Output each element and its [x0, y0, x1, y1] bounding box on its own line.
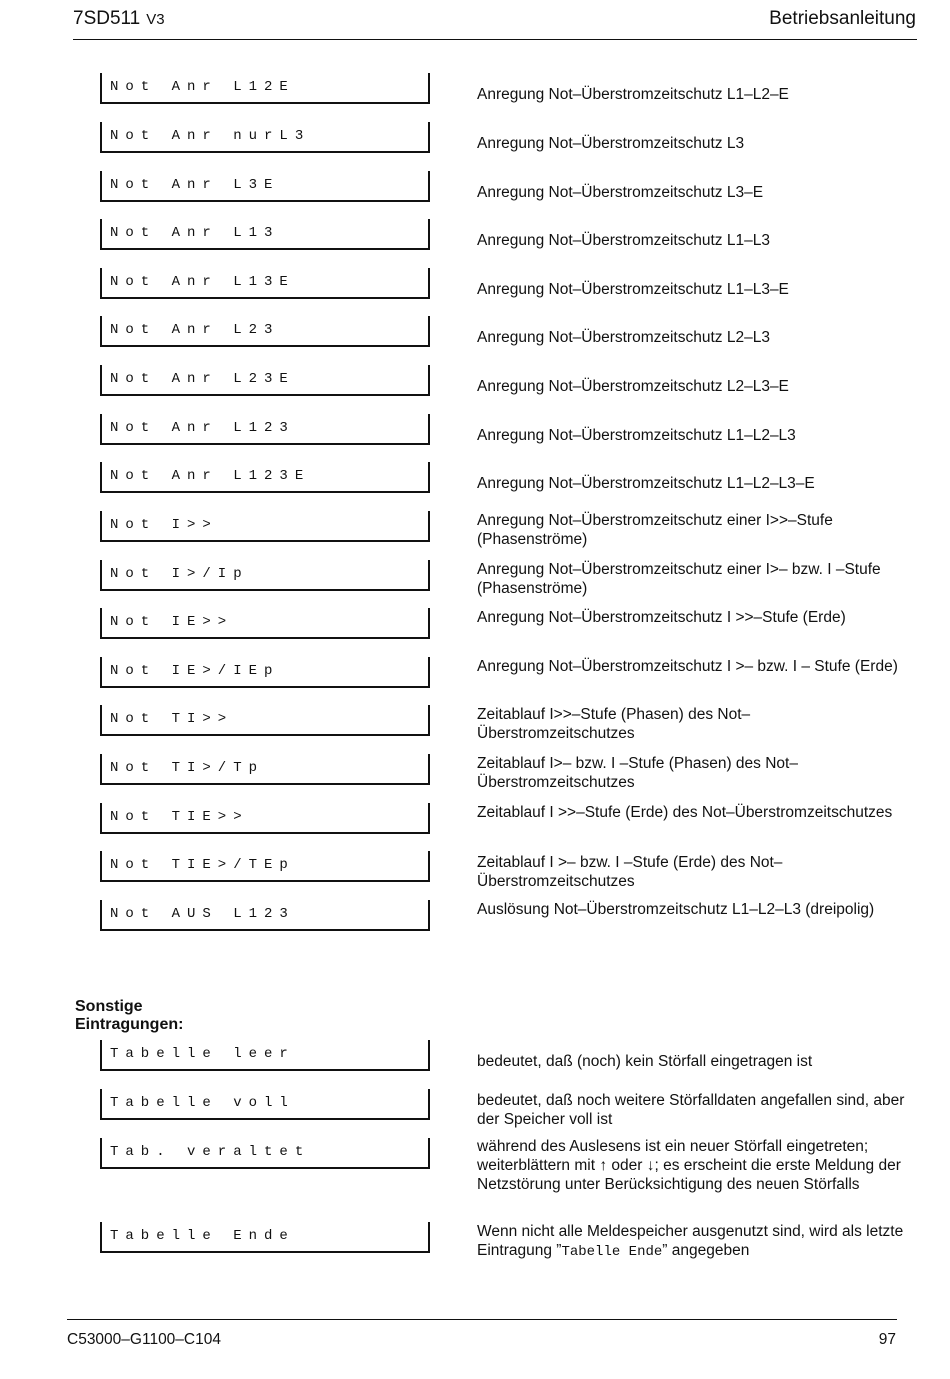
display-box — [100, 1040, 430, 1071]
display-box — [100, 511, 430, 542]
header-doc-id — [73, 8, 165, 30]
entry-description: Anregung Not–Überstromzeitschutz einer I>>–Stufe (Phasenströme) — [477, 512, 833, 548]
display-box — [100, 365, 430, 396]
header-device: 7SD511 — [73, 8, 141, 29]
entry-description: Anregung Not–Überstromzeitschutz I >– bzw. I – Stufe (Erde) — [477, 658, 898, 675]
entry-description: Auslösung Not–Überstromzeitschutz L1–L2–L3 (dreipolig) — [477, 901, 875, 918]
display-code: Not Anr L13 — [110, 225, 280, 241]
entry-description: Anregung Not–Überstromzeitschutz L3–E — [477, 184, 764, 201]
entry-description-text: Wenn nicht alle Meldespeicher ausgenutzt sind, wird als letzte Eintragung ” — [477, 1223, 904, 1259]
display-code: Not TIE>> — [110, 809, 249, 825]
entry-description: Anregung Not–Überstromzeitschutz L3 — [477, 135, 745, 152]
display-box — [100, 754, 430, 785]
display-code: Not Anr L123E — [110, 468, 311, 484]
header-version: V3 — [146, 11, 165, 28]
header-title: Betriebsanleitung — [769, 8, 916, 29]
entry-description: Zeitablauf I>>–Stufe (Phasen) des Not–Überstromzeitschutzes — [477, 706, 751, 742]
entry-description: während des Auslesens ist ein neuer Störfall eingetreten; weiterblättern mit ↑ oder ↓; es erscheint die erste Meldung der Netzstörung unter Berücksichtigung des neuen Störfalls — [477, 1138, 901, 1193]
display-code: Not Anr nurL3 — [110, 128, 311, 144]
display-box — [100, 803, 430, 834]
entry-description: Anregung Not–Überstromzeitschutz I >>–Stufe (Erde) — [477, 609, 846, 626]
display-code: Not AUS L123 — [110, 906, 295, 922]
display-code: Tab. veraltet — [110, 1144, 311, 1160]
entry-description: Anregung Not–Überstromzeitschutz L2–L3 — [477, 329, 770, 346]
entry-description: Anregung Not–Überstromzeitschutz L2–L3–E — [477, 378, 789, 395]
display-code: Not TI>> — [110, 711, 234, 727]
display-box — [100, 462, 430, 493]
display-box — [100, 705, 430, 736]
display-box — [100, 171, 430, 202]
display-box — [100, 122, 430, 153]
display-box — [100, 414, 430, 445]
display-code: Not Anr L123 — [110, 420, 295, 436]
entry-description: Anregung Not–Überstromzeitschutz einer I>– bzw. I –Stufe (Phasenströme) — [477, 561, 881, 597]
entry-description: bedeutet, daß (noch) kein Störfall eingetragen ist — [477, 1053, 813, 1070]
entry-description — [477, 1222, 907, 1262]
entry-description: Zeitablauf I >>–Stufe (Erde) des Not–Überstromzeitschutzes — [477, 804, 893, 821]
display-box — [100, 1138, 430, 1169]
display-box — [100, 1222, 430, 1253]
entry-description: Anregung Not–Überstromzeitschutz L1–L2–L3 — [477, 427, 796, 444]
display-code: Not Anr L3E — [110, 177, 280, 193]
entry-description: Anregung Not–Überstromzeitschutz L1–L2–E — [477, 86, 789, 103]
footer-rule — [67, 1319, 897, 1320]
display-box — [100, 900, 430, 931]
display-code: Not Anr L23 — [110, 322, 280, 338]
section-title: Sonstige Eintragungen: — [75, 998, 184, 1033]
entry-description: Zeitablauf I>– bzw. I –Stufe (Phasen) des Not–Überstromzeitschutzes — [477, 755, 798, 791]
entry-description: Anregung Not–Überstromzeitschutz L1–L3 — [477, 232, 770, 249]
entry-description: Zeitablauf I >– bzw. I –Stufe (Erde) des Not–Überstromzeitschutzes — [477, 854, 783, 890]
display-code: Not Anr L23E — [110, 371, 295, 387]
page-number: 97 — [878, 1331, 896, 1348]
entry-description-text: ” angegeben — [662, 1242, 750, 1259]
display-box — [100, 219, 430, 250]
footer-doc-number: C53000–G1100–C104 — [67, 1331, 221, 1348]
display-code: Not IE>/IEp — [110, 663, 280, 679]
display-box — [100, 608, 430, 639]
display-code: Not I>> — [110, 517, 218, 533]
display-code: Tabelle voll — [110, 1095, 295, 1111]
display-code: Tabelle leer — [110, 1046, 295, 1062]
display-box — [100, 851, 430, 882]
display-box — [100, 560, 430, 591]
display-code: Not Anr L13E — [110, 274, 295, 290]
display-code: Not IE>> — [110, 614, 234, 630]
entry-description: Anregung Not–Überstromzeitschutz L1–L3–E — [477, 281, 789, 298]
display-box — [100, 316, 430, 347]
inline-code: Tabelle Ende — [561, 1244, 663, 1260]
display-code: Not TIE>/TEp — [110, 857, 295, 873]
display-box — [100, 1089, 430, 1120]
header-rule — [73, 39, 917, 40]
display-code: Not I>/Ip — [110, 566, 249, 582]
entry-description: Anregung Not–Überstromzeitschutz L1–L2–L3–E — [477, 475, 815, 492]
display-code: Not Anr L12E — [110, 79, 295, 95]
display-code: Not TI>/Tp — [110, 760, 265, 776]
display-box — [100, 73, 430, 104]
display-box — [100, 268, 430, 299]
display-box — [100, 657, 430, 688]
display-code: Tabelle Ende — [110, 1228, 295, 1244]
entry-description: bedeutet, daß noch weitere Störfalldaten angefallen sind, aber der Speicher voll ist — [477, 1092, 905, 1128]
